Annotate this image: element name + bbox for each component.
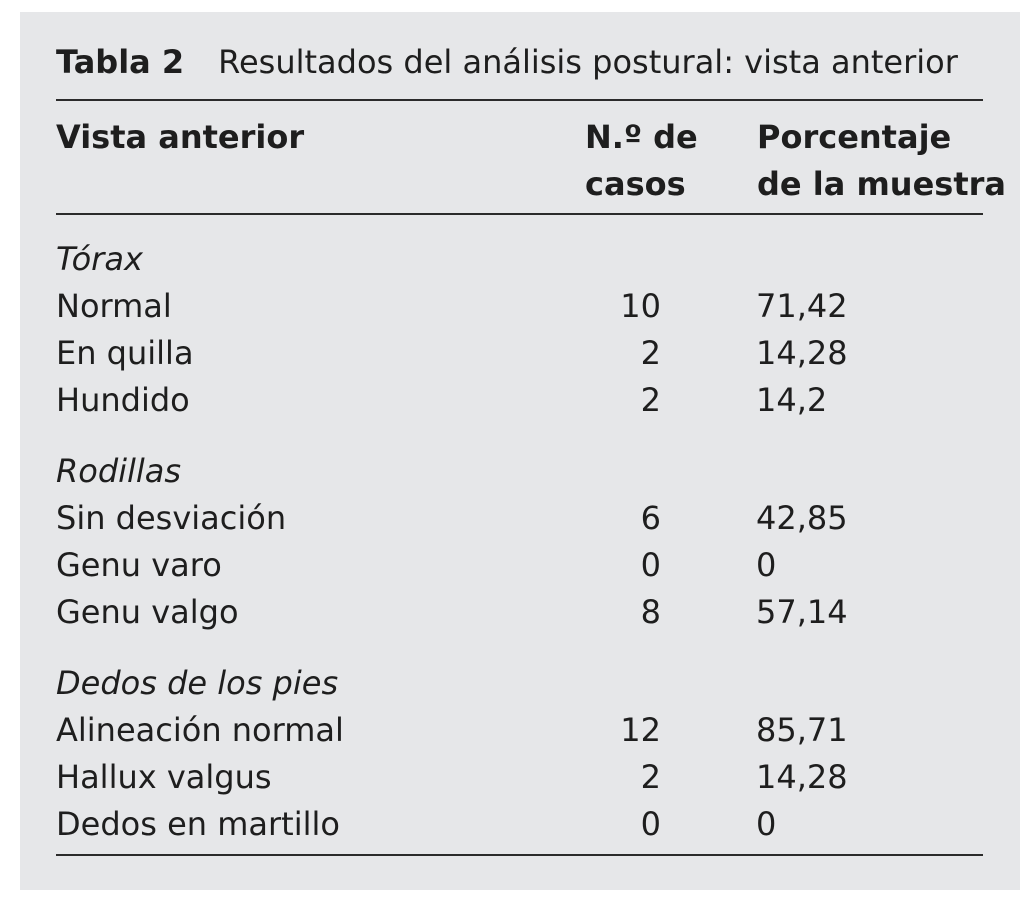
row-percent: 14,28 bbox=[756, 758, 848, 796]
section-title-torax: Tórax bbox=[56, 240, 143, 278]
row-cases: 0 bbox=[640, 805, 661, 843]
header-rule bbox=[56, 213, 983, 215]
table-label: Tabla 2 bbox=[56, 43, 185, 81]
row-percent: 0 bbox=[756, 546, 777, 584]
top-rule bbox=[56, 99, 983, 101]
table-caption bbox=[56, 42, 958, 82]
table-row bbox=[56, 589, 983, 636]
row-label: Hallux valgus bbox=[56, 758, 272, 796]
bottom-rule bbox=[56, 854, 983, 856]
row-percent: 14,2 bbox=[756, 381, 828, 419]
header-cases bbox=[585, 114, 698, 208]
header-vista-anterior: Vista anterior bbox=[56, 118, 305, 156]
table-body bbox=[56, 236, 983, 848]
row-cases: 6 bbox=[640, 499, 661, 537]
table-panel bbox=[20, 12, 1020, 890]
header-percent bbox=[757, 114, 1006, 208]
row-cases: 2 bbox=[640, 381, 661, 419]
row-label: Normal bbox=[56, 287, 172, 325]
row-cases: 2 bbox=[640, 758, 661, 796]
row-cases: 8 bbox=[640, 593, 661, 631]
row-label: Sin desviación bbox=[56, 499, 287, 537]
header-cases-line1: N.º de bbox=[585, 118, 698, 156]
row-label: En quilla bbox=[56, 334, 194, 372]
row-percent: 85,71 bbox=[756, 711, 848, 749]
row-label: Genu valgo bbox=[56, 593, 239, 631]
row-percent: 0 bbox=[756, 805, 777, 843]
row-cases: 0 bbox=[640, 546, 661, 584]
table-row bbox=[56, 754, 983, 801]
row-cases: 10 bbox=[620, 287, 661, 325]
row-percent: 57,14 bbox=[756, 593, 848, 631]
row-label: Hundido bbox=[56, 381, 190, 419]
row-percent: 42,85 bbox=[756, 499, 848, 537]
table-row bbox=[56, 707, 983, 754]
table-row bbox=[56, 495, 983, 542]
header-percent-line2: de la muestra bbox=[757, 165, 1006, 203]
row-label: Dedos en martillo bbox=[56, 805, 340, 843]
header-percent-line1: Porcentaje bbox=[757, 118, 952, 156]
table-row bbox=[56, 542, 983, 589]
row-label: Genu varo bbox=[56, 546, 222, 584]
table-row bbox=[56, 801, 983, 848]
row-label: Alineación normal bbox=[56, 711, 344, 749]
table-row bbox=[56, 330, 983, 377]
table-title: Resultados del análisis postural: vista anterior bbox=[218, 43, 958, 81]
header-cases-line2: casos bbox=[585, 165, 686, 203]
table-row bbox=[56, 283, 983, 330]
table-row bbox=[56, 377, 983, 424]
row-percent: 71,42 bbox=[756, 287, 848, 325]
section-title-dedos: Dedos de los pies bbox=[56, 664, 339, 702]
section-title-rodillas: Rodillas bbox=[56, 452, 182, 490]
row-percent: 14,28 bbox=[756, 334, 848, 372]
row-cases: 2 bbox=[640, 334, 661, 372]
row-cases: 12 bbox=[620, 711, 661, 749]
